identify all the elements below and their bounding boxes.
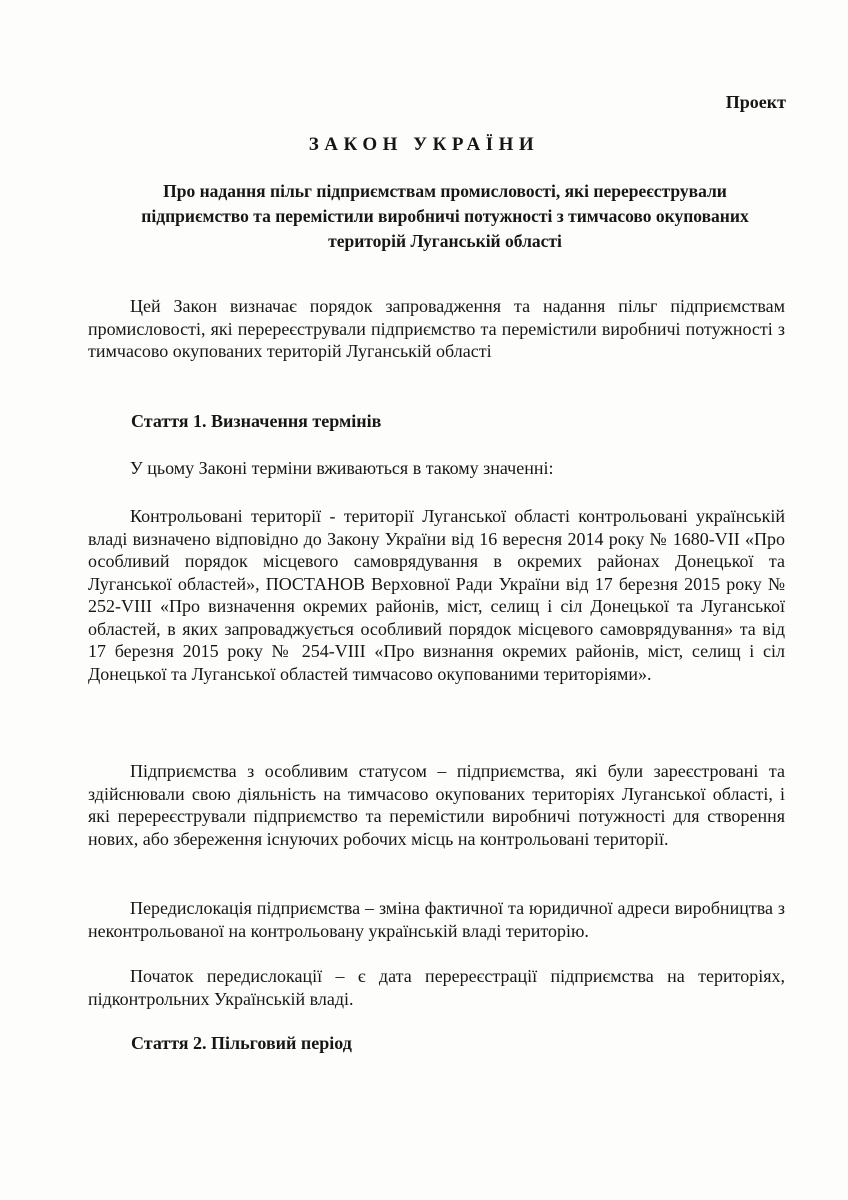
law-subtitle: Про надання пільг підприємствам промисловості, які перереєстрували підприємство та перемістили виробничі потужності з тимчасово окупованих територій Луганській області bbox=[141, 181, 749, 251]
article-2-heading: Стаття 2. Пільговий період bbox=[131, 1033, 352, 1053]
law-title: ЗАКОН УКРАЇНИ bbox=[308, 134, 540, 155]
draft-stamp: Проект bbox=[725, 92, 786, 112]
article-1-heading: Стаття 1. Визначення термінів bbox=[131, 411, 382, 431]
definition-relocation-start: Початок передислокації – є дата перереєстрації підприємства на територіях, підконтрольних Українській владі. bbox=[88, 966, 785, 1009]
definition-relocation: Передислокація підприємства – зміна фактичної та юридичної адреси виробництва з неконтрольованої на контрольовану українській владі територію. bbox=[88, 898, 785, 941]
terms-intro-paragraph: У цьому Законі терміни вживаються в такому значенні: bbox=[130, 458, 554, 478]
definition-controlled-territories: Контрольовані території - території Луганської області контрольовані українській владі визначено відповідно до Закону України від 16 вересня 2014 року № 1680-VII «Про особливий порядок місцевого самоврядування в окремих районах Донецької та Луганської областей», ПОСТАНОВ Верховної Ради України від 17 березня 2015 року № 252-VIII «Про визначення окремих районів, міст, селищ і сіл Донецької та Луганської областей, в яких запроваджується особливий порядок місцевого самоврядування» та від 17 березня 2015 року № 254-VIII «Про визнання окремих районів, міст, селищ і сіл Донецької та Луганської областей тимчасово окупованими територіями». bbox=[88, 506, 785, 684]
intro-paragraph: Цей Закон визначає порядок запровадження та надання пільг підприємствам промисловості, які перереєстрували підприємство та перемістили виробничі потужності з тимчасово окупованих територій Луганській області bbox=[88, 296, 785, 361]
definition-special-status-enterprises: Підприємства з особливим статусом – підприємства, які були зареєстровані та здійснювали свою діяльність на тимчасово окупованих територіях Луганської області, і які перереєстрували підприємство та перемістили виробничі потужності для створення нових, або збереження існуючих робочих місць на контрольовані території. bbox=[88, 761, 785, 849]
